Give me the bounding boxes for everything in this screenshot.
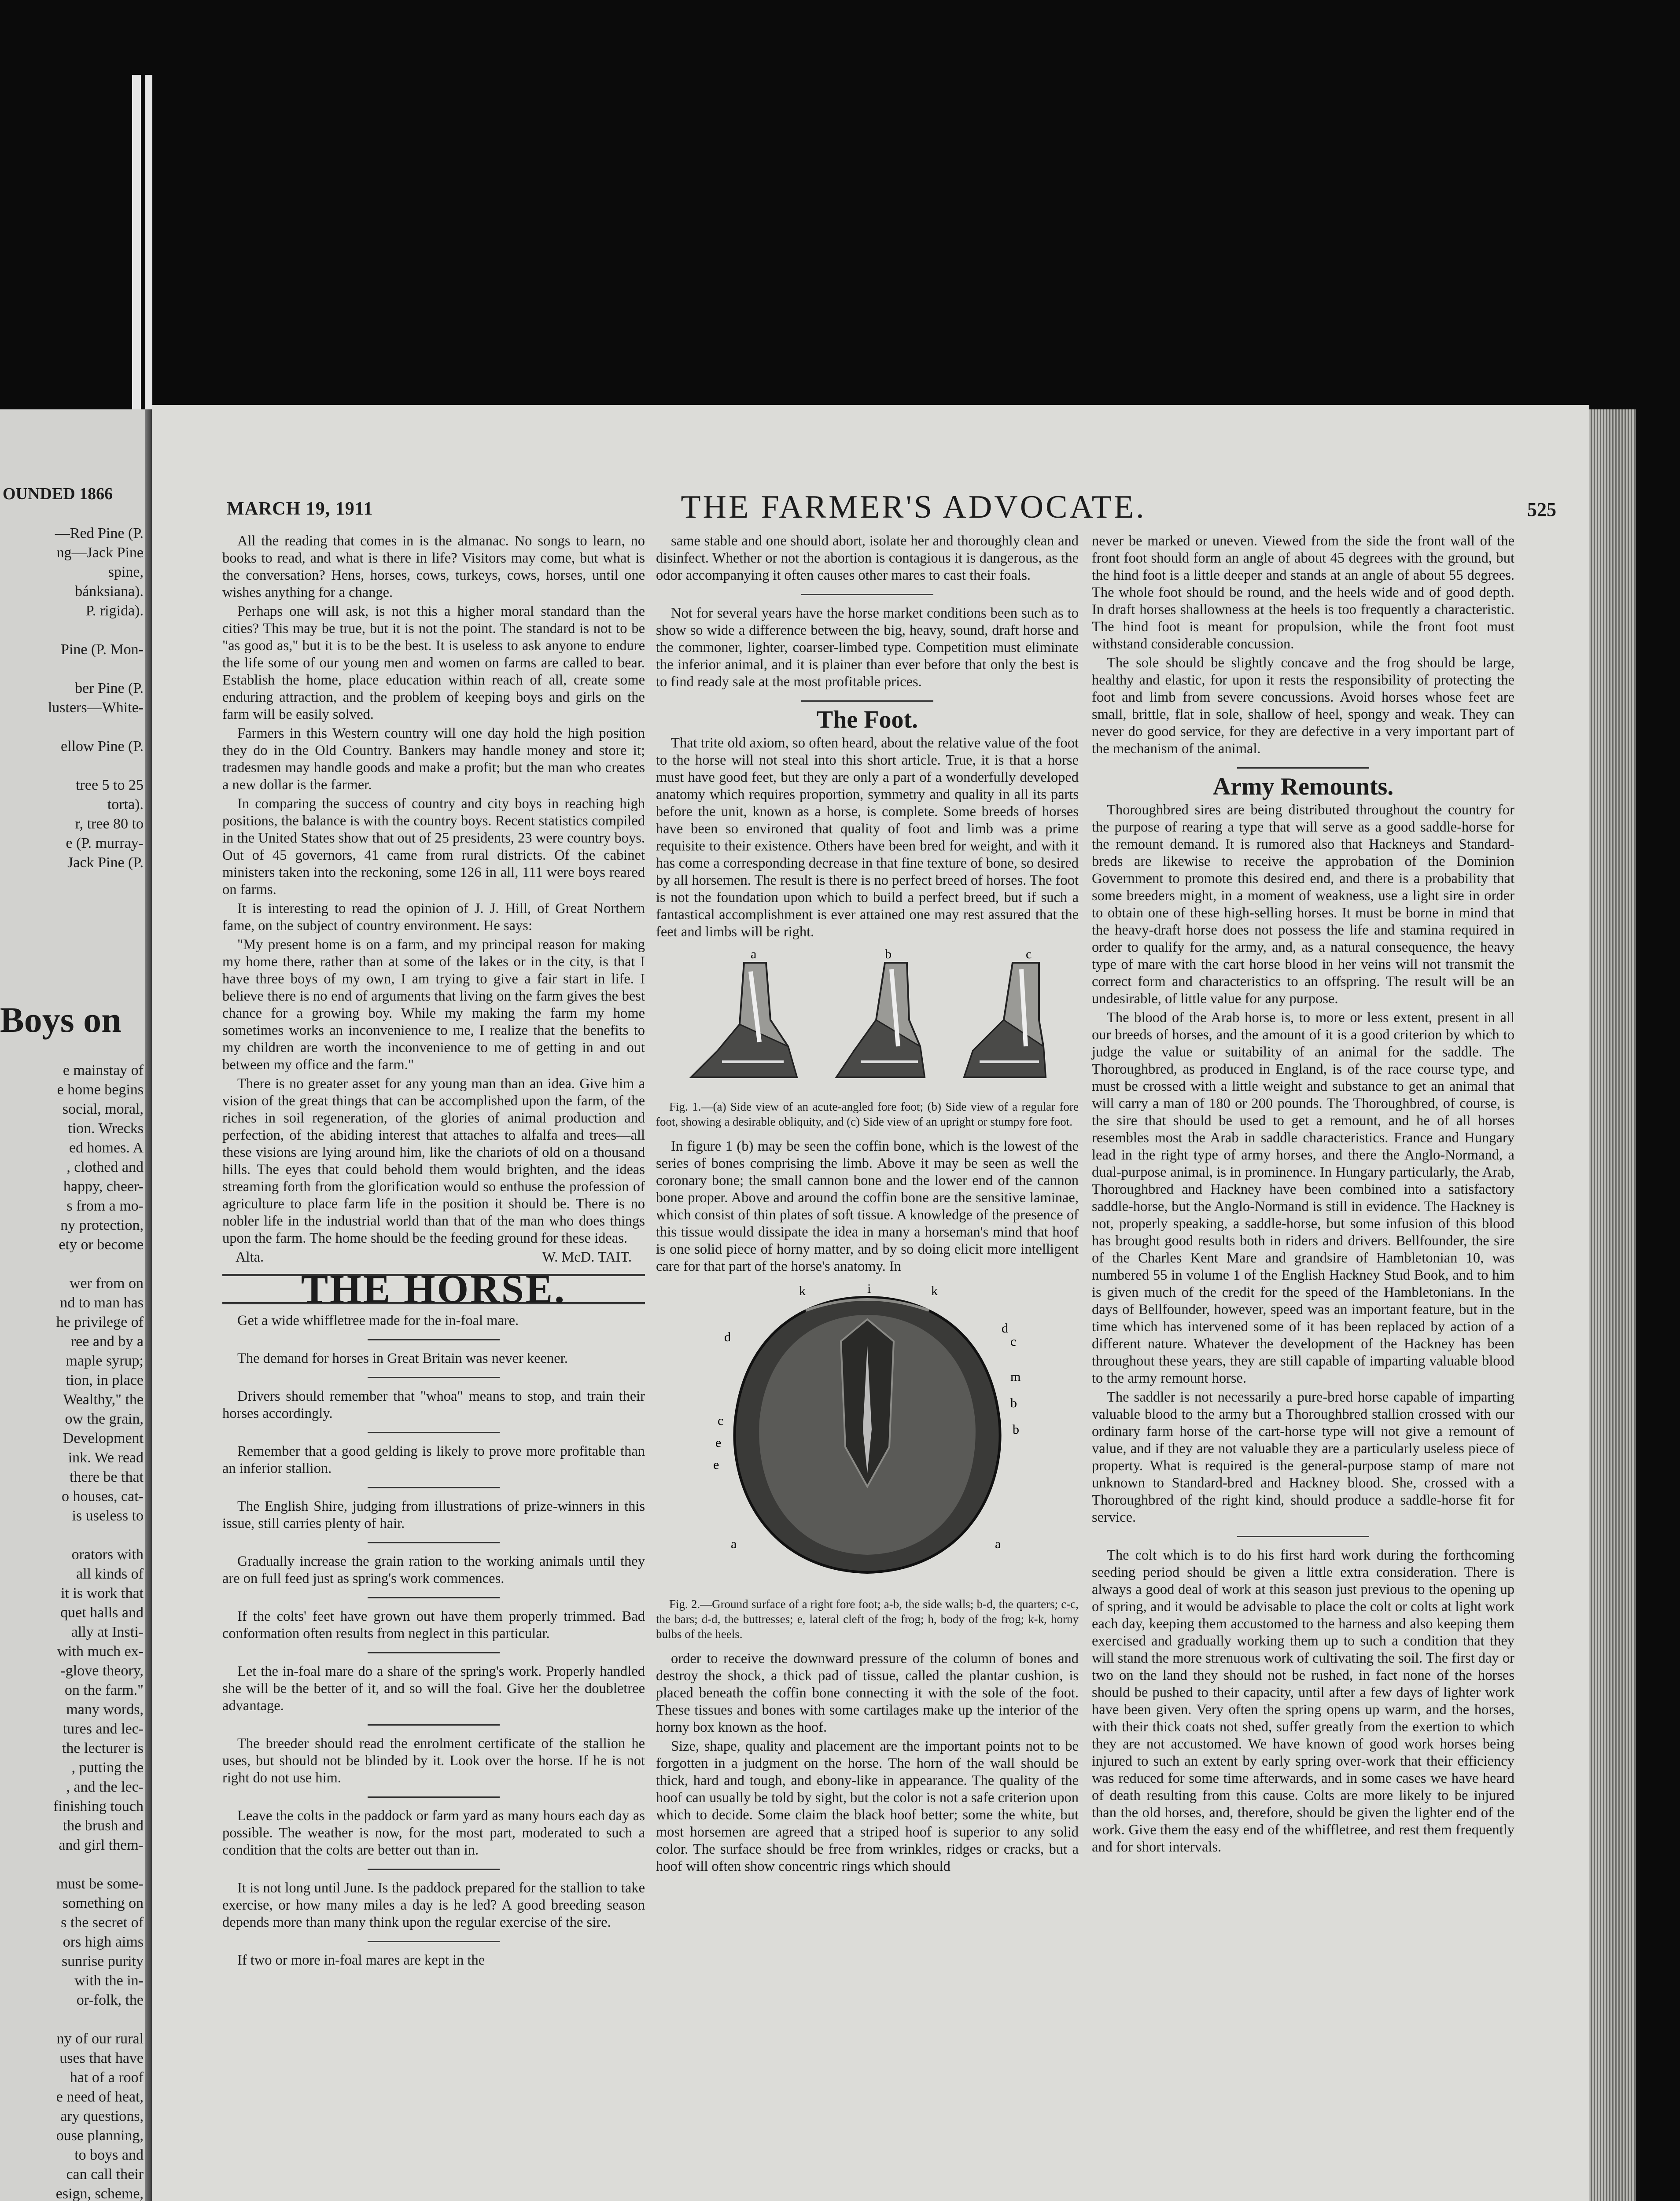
article-paragraph: never be marked or uneven. Viewed from the side the front wall of the front foot should form an angle of about 45 degrees with the ground, but the hind foot is a little deeper and stands at an angle of about 55 degrees. The whole foot should be round, and the heels wide and of good depth. In draft horses shallowness at the heels is too frequently a characteristic. The hind foot is meant for propulsion, while the front foot must withstand considerable concussion. [1092,533,1514,652]
section-title-army-remounts: Army Remounts. [1212,773,1394,800]
column-2 [656,533,1079,1877]
signature-place: Alta. [236,1249,264,1265]
divider-rule [1237,1536,1369,1537]
horse-note: Let the in-foal mare do a share of the spring's work. Properly handled she will be the better of it, and so will the foal. Give her the doubletree advantage. [222,1664,645,1714]
left-page-line: , clothed and [66,1159,144,1175]
left-page-line: ber Pine (P. [75,680,144,696]
left-page-line: ouse planning, [56,2127,144,2144]
left-page-line [0,1526,150,1545]
article-paragraph: The blood of the Arab horse is, to more or less extent, present in all our breeds of horses, and the amount of it is a good criterion by which to judge the value or suitability of an animal for the saddle. The Thoroughbred, as produced in England, is of the race course type, and must be crossed with a little weight and substance to get an animal that will carry a man of 180 or 200 pounds. The Thoroughbred, of course, is the sire that should be used to get a remount, and he of all horses resembles most the Arab in saddle characteristics. France and Hungary lead in the right type of army horses, and there the Anglo-Normand, a dual-purpose animal, is in prominence. In Hungary particularly, the Arab, Thoroughbred and Hackney have been combined into a satisfactory saddle-horse, but the Anglo-Normand is still in evidence. The Hackney is not, properly speaking, a saddle-horse, but some infusion of this blood has brought good results both in riders and drivers. Bellfounder, the sire of the Charles Kent Mare and grandsire of Hambletonian 10, was numbered 55 in volume 1 of the English Hackney Stud Book, and to him is given much of the credit for the speed of the Hambletonians. In the days of Bellfounder, however, speed was an important feature, but in the time which has intervened some of it has been replaced by action of a different nature. Whatever the development of the Hackney has been throughout these years, they are still capable of imparting valuable blood to the army remount horse. [1092,1010,1514,1386]
left-page-text-bottom [0,1061,150,2201]
figure-1-hoof-side-views [656,945,1079,1129]
left-page-line: tion, in place [66,1372,144,1388]
left-page-line: maple syrup; [66,1353,144,1369]
divider-rule [801,594,933,595]
fig2-label: a [995,1537,1001,1551]
left-facing-page [0,409,150,2201]
fig1-label-c: c [1026,947,1032,961]
left-page-line: many words, [66,1701,144,1718]
left-page-line [0,756,150,776]
left-page-line: esign, scheme, [55,2186,144,2201]
fig2-label: b [1010,1396,1017,1410]
horse-note: It is not long until June. Is the paddock prepared for the stallion to take exercise, or how many miles a day is he led? A good breeding season depends more than many think upon the regular exercise of the sire. [222,1880,645,1930]
left-page-header: OUNDED 1866 [3,485,113,503]
left-page-line: ary questions, [60,2108,144,2124]
article-paragraph: same stable and one should abort, isolate her and thoroughly clean and disinfect. Whether or not the abortion is contagious it is dangerous, as the odor accompanying it often causes other mares to cast their foals. [656,533,1079,583]
article-paragraph: Perhaps one will ask, is not this a higher moral standard than the cities? This may be true, but it is not the point. The standard is not to be "as good as," but it is to be the best. It is useless to ask anyone to endure the life some of our young men and women on farms are called to bear. Establish the home, place education within reach of all, create some enduring attraction, and the problem of keeping boys and girls on the farm will be easily solved. [222,604,645,722]
left-page-line: tree 5 to 25 [76,777,144,793]
article-paragraph: Size, shape, quality and placement are the important points not to be forgotten in a judgment on the horse. The horn of the wall should be thick, hard and tough, and ebony-like in appearance. The quality of the hoof can usually be told by sight, but the color is not a safe criterion upon which to decide. Some claim the black hoof better; some the white, but most horsemen are agreed that a striped hoof is superior to any solid color. The surface should be free from wrinkles, ridges or cracks, but a hoof will often show concentric rings which should [656,1738,1079,1874]
left-page-line: he privilege of [56,1314,144,1330]
left-page-line: P. rigida). [85,603,144,619]
left-page-line: o houses, cat- [61,1488,144,1505]
left-page-line: there be that [69,1469,144,1485]
horse-note: The demand for horses in Great Britain was never keener. [237,1351,568,1366]
divider-rule [368,1869,500,1870]
left-page-line [0,1855,150,1874]
left-page-line: bánksiana). [75,583,144,600]
horse-note: Remember that a good gelding is likely to prove more profitable than an inferior stallion. [222,1443,645,1476]
left-page-line [0,1255,150,1274]
article-paragraph: In figure 1 (b) may be seen the coffin bone, which is the lowest of the series of bones comprising the limb. Above it may be seen as well the coronary bone; the small cannon bone and the lower end of the cannon bone proper. Above and around the coffin bone are the sensitive laminae, which consist of thin plates of soft tissue. A knowledge of the presence of this tissue would dissipate the idea in many a horseman's mind that hoof is one solid piece of horny matter, and by so doing elicit more intelligent care for that part of the horse's anatomy. In [656,1138,1079,1274]
left-page-line: ow the grain, [65,1411,144,1427]
page-header [227,489,1556,528]
left-page-line: must be some- [56,1876,144,1892]
left-page-line: to boys and [74,2147,144,2163]
left-page-text-top [0,524,150,872]
fig2-label: c [1010,1334,1017,1349]
left-page-line: the lecturer is [62,1740,144,1756]
article-paragraph: In comparing the success of country and city boys in reaching high positions, the balance is with the country boys. Recent statistics compiled in the United States show that out of 25 presidents, 23 were country boys. Out of 45 governors, 41 came from rural districts. Of the cabinet ministers taken into the reckoning, some 126 in all, 111 were boys reared on farms. [222,796,645,898]
left-page-line: ors high aims [63,1934,144,1950]
left-page-line: with the in- [74,1973,144,1989]
left-page-line: r, tree 80 to [75,816,144,832]
left-page-line: sunrise purity [61,1953,144,1969]
left-page-line: finishing touch [53,1798,144,1815]
left-page-line: lusters—White- [48,699,144,716]
fig2-label: d [724,1330,731,1344]
figure-2-caption: Fig. 2.—Ground surface of a right fore foot; a-b, the side walls; b-d, the quarters; c-c, the bars; d-d, the buttresses; e, lateral cleft of the frog; h, body of the frog; k-k, horny bulbs of the heels. [656,1597,1079,1641]
page-number: 525 [1527,499,1556,520]
masthead: THE FARMER'S ADVOCATE. [681,489,1146,525]
left-page-line: on the farm." [64,1682,144,1698]
hoof-ground-surface-illustration [656,1280,1079,1588]
left-page-line: wer from on [69,1275,144,1292]
left-page-line: all kinds of [76,1566,144,1582]
left-page-line: Jack Pine (P. [67,854,144,871]
left-page-line: and girl them- [59,1837,144,1853]
fig2-label: c [718,1413,724,1428]
left-page-line: Wealthy," the [63,1391,144,1408]
horse-note: Drivers should remember that "whoa" means to stop, and train their horses accordingly. [222,1388,645,1421]
left-page-line: s the secret of [61,1914,144,1931]
article-paragraph: "My present home is on a farm, and my principal reason for making my home there, rather than at some of the lakes or in the city, is that I have three boys of my own, I am trying to give a fair start in life. I believe there is no end of arguments that living on the farm gives the best chance for a growing boy. While my making the farm my home sometimes works an inconvenience to me, I realize that the benefits to my children are worth the inconvenience to me of getting in and out between my office and the farm." [222,937,645,1073]
left-page-heading: Boys on [0,1000,122,1040]
left-page-line: or-folk, the [76,1992,144,2008]
left-page-line: can call their [66,2166,144,2183]
left-page-line: ny of our rural [56,2031,144,2047]
left-page-line: torta). [107,796,144,813]
article-paragraph: Farmers in this Western country will one day hold the high position they do in the Old Country. Bankers may handle money and store it; tradesmen may handle goods and make a profit; but the man who creates a new dollar is the farmer. [222,725,645,793]
divider-rule [368,1487,500,1488]
left-page-line: something on [62,1895,144,1911]
left-page-line: happy, cheer- [63,1178,144,1195]
left-page-line: the brush and [63,1818,144,1834]
left-page-line: ally at Insti- [71,1624,144,1640]
left-page-line: ny protection, [60,1217,144,1233]
fig2-label: k [931,1284,938,1298]
left-page-line: e need of heat, [56,2089,144,2105]
divider-rule [368,1597,500,1598]
divider-rule [368,1339,500,1340]
horse-note: The English Shire, judging from illustrations of prize-winners in this issue, still carries plenty of hair. [222,1498,645,1531]
section-title-the-foot: The Foot. [816,706,918,733]
left-page-line: , and the lec- [66,1779,144,1795]
fig2-label: k [799,1284,806,1298]
left-page-line: e mainstay of [63,1062,144,1078]
column-1 [222,533,645,1978]
left-page-line: ed homes. A [69,1140,144,1156]
left-page-line [0,718,150,737]
left-page-line: with much ex- [57,1643,144,1660]
horse-note: The breeder should read the enrolment certificate of the stallion he uses, but should not be blinded by it. Look over the horse. If he is not right do not use him. [222,1736,645,1786]
left-page-line: Pine (P. Mon- [61,641,144,658]
divider-rule [368,1652,500,1653]
horse-note: Leave the colts in the paddock or farm yard as many hours each day as possible. The weather is now, for the most part, moderated to such a condition that the colts are better out than in. [222,1808,645,1858]
signature-line [222,1249,645,1266]
left-page-line: orators with [71,1546,144,1563]
horse-note: If the colts' feet have grown out have them properly trimmed. Bad conformation often results from neglect in this particular. [222,1608,645,1642]
column-3 [1092,533,1514,1858]
left-page-line: is useless to [72,1508,144,1524]
divider-rule [1237,767,1369,769]
left-page-line [0,659,150,679]
binder-bar [145,75,152,409]
horse-note: If two or more in-foal mares are kept in the [237,1952,485,1968]
fig2-label: e [713,1458,719,1472]
left-page-line: -glove theory, [60,1663,144,1679]
article-paragraph: Not for several years have the horse market conditions been such as to show so wide a difference between the big, heavy, sound, draft horse and the commoner, lighter, coarser-limbed type. Competition must eliminate the inferior animal, and it is plainer than ever before that only the best is to find ready sale at the most profitable prices. [656,605,1079,690]
left-page-line: e home begins [57,1082,144,1098]
left-page-line: quet halls and [60,1605,144,1621]
left-page-line: —Red Pine (P. [55,525,144,541]
left-page-line: , putting the [71,1759,144,1776]
fig2-label: b [1013,1422,1019,1437]
article-paragraph: order to receive the downward pressure of the column of bones and destroy the shock, a thick pad of tissue, called the plantar cushion, is placed beneath the coffin bone connecting it with the sole of the foot. These tissues and bones with some cartilages make up the interior of the horny box known as the hoof. [656,1651,1079,1735]
article-paragraph: There is no greater asset for any young man than an idea. Give him a vision of the great things that can be accomplished upon the farm, of the riches in soil regeneration, of the glories of animal production and perfection, of the abiding interest that attaches to alfalfa and trees—all these visions are lying around him, like the chariots of old on a thousand hills. The eyes that could behold them would brighten, and the ideas streaming forth from the glorification would so enthuse the profession of agriculture to place farm life in the position it should be. There is no nobler life in the industrial world than that of the man who does things upon the farm. The home should be the feeding ground for these ideas. [222,1076,645,1246]
left-page-line [0,2010,150,2029]
divider-rule [368,1724,500,1726]
article-paragraph: Thoroughbred sires are being distributed throughout the country for the purpose of rearing a type that will serve as a good saddle-horse for the remount demand. It is rumored also that Hackneys and Standard-breds are likewise to receive the approbation of the Dominion Government to promote this desired end, and there is a probability that some breeders might, in a moment of weakness, use a light sire in order to obtain one of these high-selling horses. It must be borne in mind that the heavy-draft horse does not possess the life and stamina required in order to qualify for the army, and, as a natural consequence, the heavy type of mare with the cart horse blood in her veins will not transmit the correct form and characteristics to an offspring. The result will be an undesirable, of little value for any purpose. [1092,802,1514,1007]
divider-rule [368,1432,500,1433]
figure-2-hoof-ground-surface [656,1280,1079,1642]
binder-bar [132,75,141,409]
article-paragraph: All the reading that comes in is the almanac. No songs to learn, no books to read, and what is there in life? Visitors may come, but what is the conversation? Hens, horses, cows, turkeys, cows, horses, until one wishes anything for a change. [222,533,645,600]
left-page-line: nd to man has [60,1295,144,1311]
left-page-line: it is work that [61,1585,144,1601]
left-page-line: tion. Wrecks [68,1120,144,1137]
left-page-line: ng—Jack Pine [56,545,144,561]
left-page-line: hat of a roof [70,2069,144,2086]
fig2-label: a [731,1537,737,1551]
figure-1-caption: Fig. 1.—(a) Side view of an acute-angled fore foot; (b) Side view of a regular fore foot, showing a desirable obliquity, and (c) Side view of an upright or stumpy fore foot. [656,1100,1079,1128]
left-page-line: ink. We read [68,1450,144,1466]
divider-rule [368,1377,500,1378]
divider-rule [368,1796,500,1798]
issue-date: MARCH 19, 1911 [227,499,373,519]
left-page-line: ety or become [59,1237,144,1253]
article-paragraph: That trite old axiom, so often heard, about the relative value of the foot to the horse will not steal into this short article. True, it is that a horse must have good feet, but they are only a part of a wonderfully developed anatomy which requires proportion, symmetry and quality in all its parts before the unit, known as a horse, is complete. Some breeds of horses have been so environed that quality of foot and limb was a prime requisite to their existence. Others have been bred for weight, and with it has come a corresponding decrease in that fine texture of bone, so desired by all horsemen. The result is there is no perfect breed of horses. The foot is not the foundation upon which to build a perfect breed, but if such a fantastical accomplishment is ever attained one may rest assured that the feet and limbs will be right. [656,735,1079,940]
page-edges [1583,409,1636,2201]
left-page-line [0,621,150,640]
left-page-line: Development [63,1430,144,1446]
left-page-line: social, moral, [62,1101,144,1117]
divider-rule [801,700,933,702]
article-paragraph: The colt which is to do his first hard work during the forthcoming seeding period should be given a little extra consideration. There is always a good deal of work at this season just previous to the opening up of spring, and it would be advisable to place the colt or colts at light work each day, keeping them accustomed to the harness and also keeping them exercised and gradually working them up to such a condition that they will stand the more strenuous work of cultivating the soil. The first day or two on the land they should not be rushed, in fact none of the horses should be pushed to their capacity, until after a few days of lighter work have been given. Very often the spring opens up warm, and the horses, with their thick coats not shed, suffer greatly from the exertion to which they are not accustomed. We have known of good work horses being injured to such an extent by early spring over-work that their efficiency was reduced for some time afterwards, and in some cases we have heard of death resulting from this cause. Colts are more likely to be injured than the old horses, and, therefore, should be given the lighter end of the work. Give them the easy end of the whiffletree, and rest them frequently and for short intervals. [1092,1547,1514,1855]
fig1-label-a: a [751,947,757,961]
fig2-label: i [867,1281,871,1296]
hoof-side-views-illustration [656,945,1079,1090]
left-page-line: s from a mo- [66,1198,144,1214]
article-paragraph: The saddler is not necessarily a pure-bred horse capable of imparting valuable blood to the army but a Thoroughbred stallion crossed with our ordinary farm horse of the cart-horse type will not give a remount of value, and if they are not valuable they are a particularly useless piece of property. What is required is the general-purpose stamp of mare not unknown to Standard-bred and Hackney blood. She, crossed with a Thoroughbred of the right kind, should produce a saddle-horse fit for service. [1092,1389,1514,1525]
left-page-line: ree and by a [70,1333,144,1350]
horse-note: Get a wide whiffletree made for the in-foal mare. [237,1313,519,1329]
divider-rule [368,1941,500,1942]
divider-rule [368,1542,500,1543]
fig2-label: e [715,1435,722,1450]
fig1-label-b: b [885,947,892,961]
left-page-line: uses that have [59,2050,144,2066]
fig2-label: d [1002,1321,1008,1336]
left-page-line: ellow Pine (P. [61,738,144,755]
left-page-line: e (P. murray- [66,835,144,851]
left-page-line: spine, [108,564,144,580]
left-page-line: tures and lec- [63,1721,144,1737]
newspaper-page [152,405,1589,2201]
fig2-label: m [1010,1369,1021,1384]
signature-name: W. McD. TAIT. [542,1249,632,1265]
horse-note: Gradually increase the grain ration to the working animals until they are on full feed just as spring's work commences. [222,1553,645,1586]
article-paragraph: It is interesting to read the opinion of J. J. Hill, of Great Northern fame, on the subject of country environment. He says: [222,901,645,934]
section-title-the-horse: THE HORSE. [222,1274,645,1304]
article-paragraph: The sole should be slightly concave and the frog should be large, healthy and elastic, for upon it rests the responsibility of protecting the foot and limb from severe concussions. Avoid horses whose feet are small, brittle, flat in sole, shallow of heel, spongy and weak. They can never do good service, for they are defective in a very important part of the mechanism of the animal. [1092,655,1514,757]
